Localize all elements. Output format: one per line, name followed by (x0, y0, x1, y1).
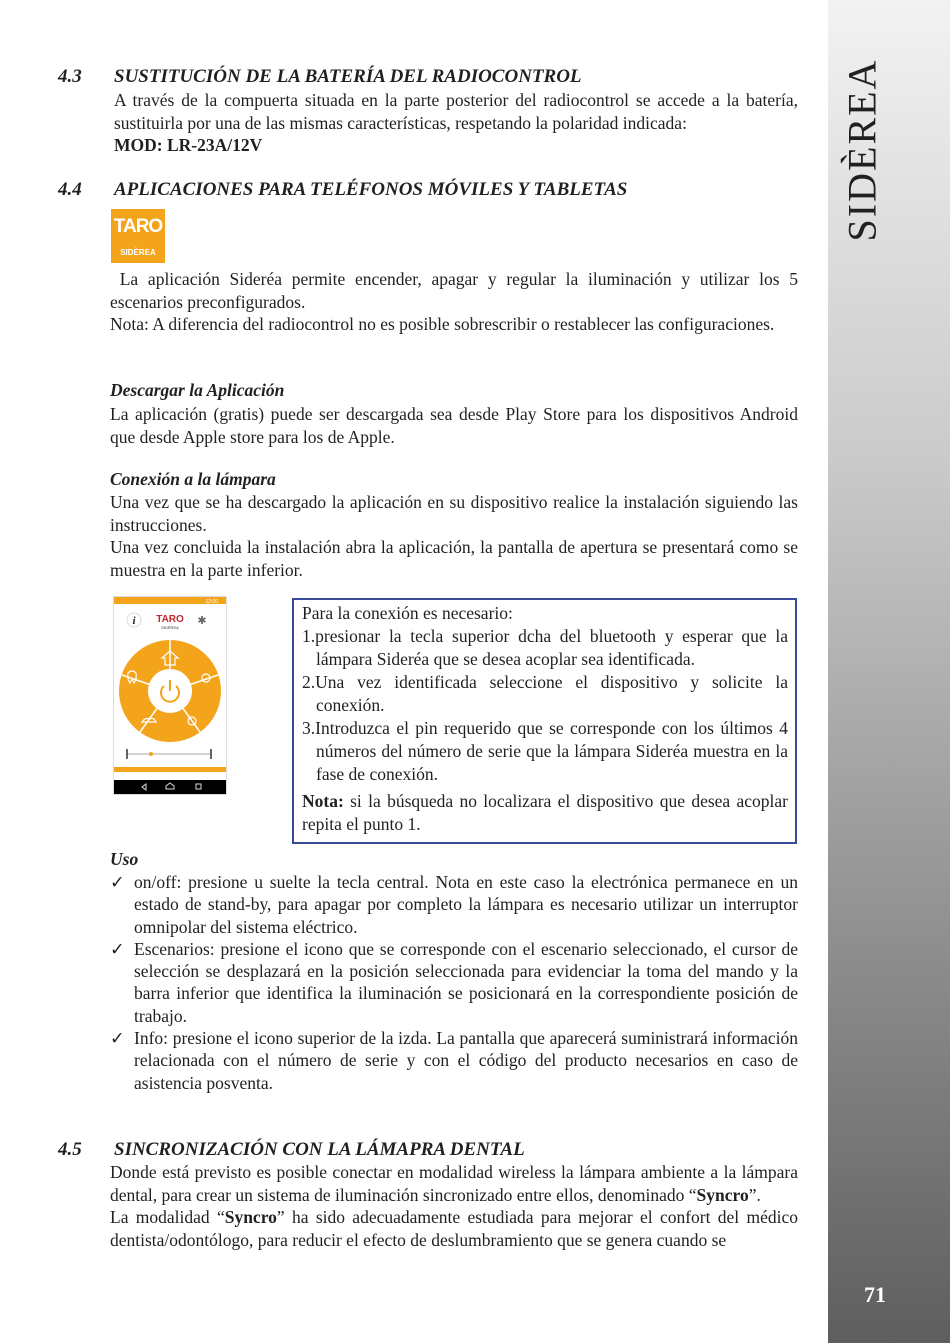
side-brand-title: SIDÈREA (839, 58, 885, 242)
info-icon: i (132, 615, 136, 627)
download-body: La aplicación (gratis) puede ser descargada sea desde Play Store para los dispositivos Android que desde Apple store para los de Apple. (110, 404, 798, 447)
battery-model: MOD: LR-23A/12V (114, 135, 263, 155)
app-intro: La aplicación Sideréa permite encender, apagar y regular la iluminación y utilizar los 5 escenarios preconfigurados. Nota: A diferencia del radiocontrol no es posible sobrescribir o restablecer las configuraciones. (110, 269, 798, 334)
connection-instructions (302, 602, 788, 836)
app-screen-drawing (114, 597, 226, 794)
instruction-step: 2.Una vez identificada seleccione el dispositivo y solicite la conexión. (302, 672, 788, 715)
check-icon: ✓ (110, 938, 125, 959)
list-item: ✓ Info: presione el icono superior de la izda. La pantalla que aparecerá suministrará información relacionada con el número de serie y con el código del producto necesarios en caso de asistencia posventa. (110, 1028, 798, 1093)
section-title: APLICACIONES PARA TELÉFONOS MÓVILES Y TABLETAS (114, 179, 628, 200)
instructions-note: Nota: si la búsqueda no localizara el dispositivo que desea acoplar repita el punto 1. (302, 791, 788, 834)
check-icon: ✓ (110, 1028, 125, 1049)
accent-bar (114, 767, 226, 772)
instruction-step: 3.Introduzca el pin requerido que se corresponde con los últimos 4 números del número de serie que la lámpara Sideréa muestra en la fase de conexión. (302, 718, 788, 784)
app-logo-subtext: SIDÈREA (161, 625, 179, 630)
instruction-step: 1.presionar la tecla superior dcha del bluetooth y esperar que la lámpara Sideréa que se desea acoplar sea identificada. (302, 626, 788, 669)
section-number: 4.3 (58, 66, 82, 87)
status-time: 12:00 (205, 599, 218, 605)
section-number: 4.5 (58, 1139, 82, 1160)
section-4-5-body: Donde está previsto es posible conectar en modalidad wireless la lámpara ambiente a la lámpara dental, para crear un sistema de iluminación sincronizado entre ellos, denominado “Syncro”. La modalidad “Syncro” ha sido adecuadamente estudiada para mejorar el confort del médico dentista/odontólogo, para reducir el efecto de deslumbramiento que se genera cuando se (110, 1162, 798, 1250)
app-screenshot (113, 596, 227, 795)
download-heading: Descargar la Aplicación (110, 380, 285, 400)
nav-bar (114, 780, 226, 794)
section-number: 4.4 (58, 179, 82, 200)
uso-list (110, 871, 798, 1094)
page-number: 71 (864, 1282, 886, 1307)
taro-siderea-logo: TARO SIDÈREA (111, 209, 165, 263)
slider-thumb[interactable] (149, 752, 153, 756)
section-title: SUSTITUCIÓN DE LA BATERÍA DEL RADIOCONTROL (114, 66, 582, 87)
connect-heading: Conexión a la lámpara (110, 469, 276, 489)
list-item: ✓ on/off: presione u suelte la tecla central. Nota en este caso la electrónica permanece en un estado de stand-by, para apagar por completo la lámpara es necesario utilizar un interruptor omnipolar del sistema eléctrico. (110, 872, 798, 937)
bluetooth-icon[interactable]: ✱ (197, 614, 207, 627)
section-4-3-body: A través de la compuerta situada en la parte posterior del radiocontrol se accede a la batería, sustituirla por una de las mismas características, respetando la polaridad indicada: MOD: LR-23A/12V (114, 90, 798, 155)
uso-heading: Uso (110, 849, 139, 869)
app-logo-text: TARO (156, 614, 184, 625)
check-icon: ✓ (110, 872, 125, 892)
scenario-wheel[interactable] (119, 640, 221, 742)
connect-body: Una vez que se ha descargado la aplicación en su dispositivo realice la instalación siguiendo las instrucciones. Una vez concluida la instalación abra la aplicación, la pantalla de apertura se presentará como se muestra en la parte inferior. (110, 492, 798, 580)
list-item: ✓ Escenarios: presione el icono que se corresponde con el escenario seleccionado, el cursor de selección se desplazará en la posición seleccionada para evidenciar la toma del mando y la barra inferior que identifica la iluminación se posicionará en la correspondiente posición de trabajo. (110, 938, 798, 1026)
section-title: SINCRONIZACIÓN CON LA LÁMAPRA DENTAL (114, 1139, 525, 1160)
instructions-lead: Para la conexión es necesario: (302, 603, 513, 623)
